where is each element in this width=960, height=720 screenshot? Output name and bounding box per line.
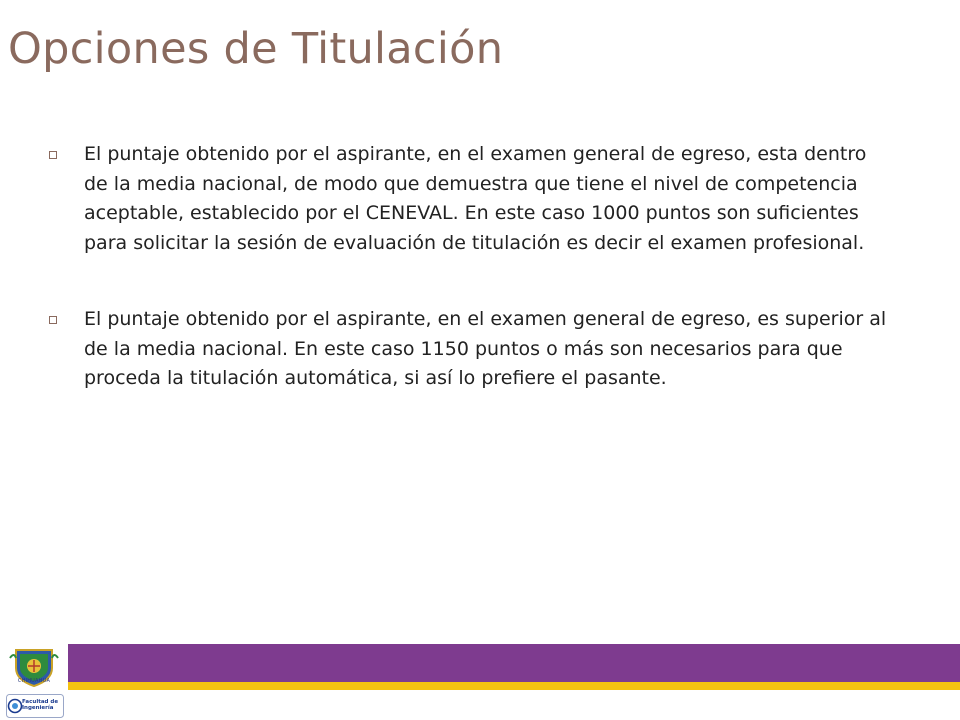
footer-yellow-band <box>0 682 960 690</box>
footer-purple-band <box>0 644 960 682</box>
bullet-text: El puntaje obtenido por el aspirante, en el examen general de egreso, es superior al de la media nacional. En este caso 1150 puntos o más son necesarios para que proceda la titulación automática, si así lo prefiere el pasante. <box>84 308 887 389</box>
bullet-list <box>46 140 896 441</box>
square-bullet-icon <box>49 316 57 324</box>
square-bullet-icon <box>49 151 57 159</box>
slide-title: Opciones de Titulación <box>8 24 504 74</box>
footer-logos <box>0 644 68 720</box>
bullet-item <box>46 140 896 258</box>
faculty-logo-text: Facultad de Ingeniería <box>22 699 59 711</box>
university-logo-text: CHIHUAHUA <box>17 678 51 684</box>
bullet-text: El puntaje obtenido por el aspirante, en el examen general de egreso, esta dentro de la media nacional, de modo que demuestra que tiene el nivel de competencia aceptable, establecido por el CENEVAL. En este caso 1000 puntos son suficientes para solicitar la sesión de evaluación de titulación es decir el examen profesional. <box>84 143 867 254</box>
bullet-item <box>46 305 896 394</box>
